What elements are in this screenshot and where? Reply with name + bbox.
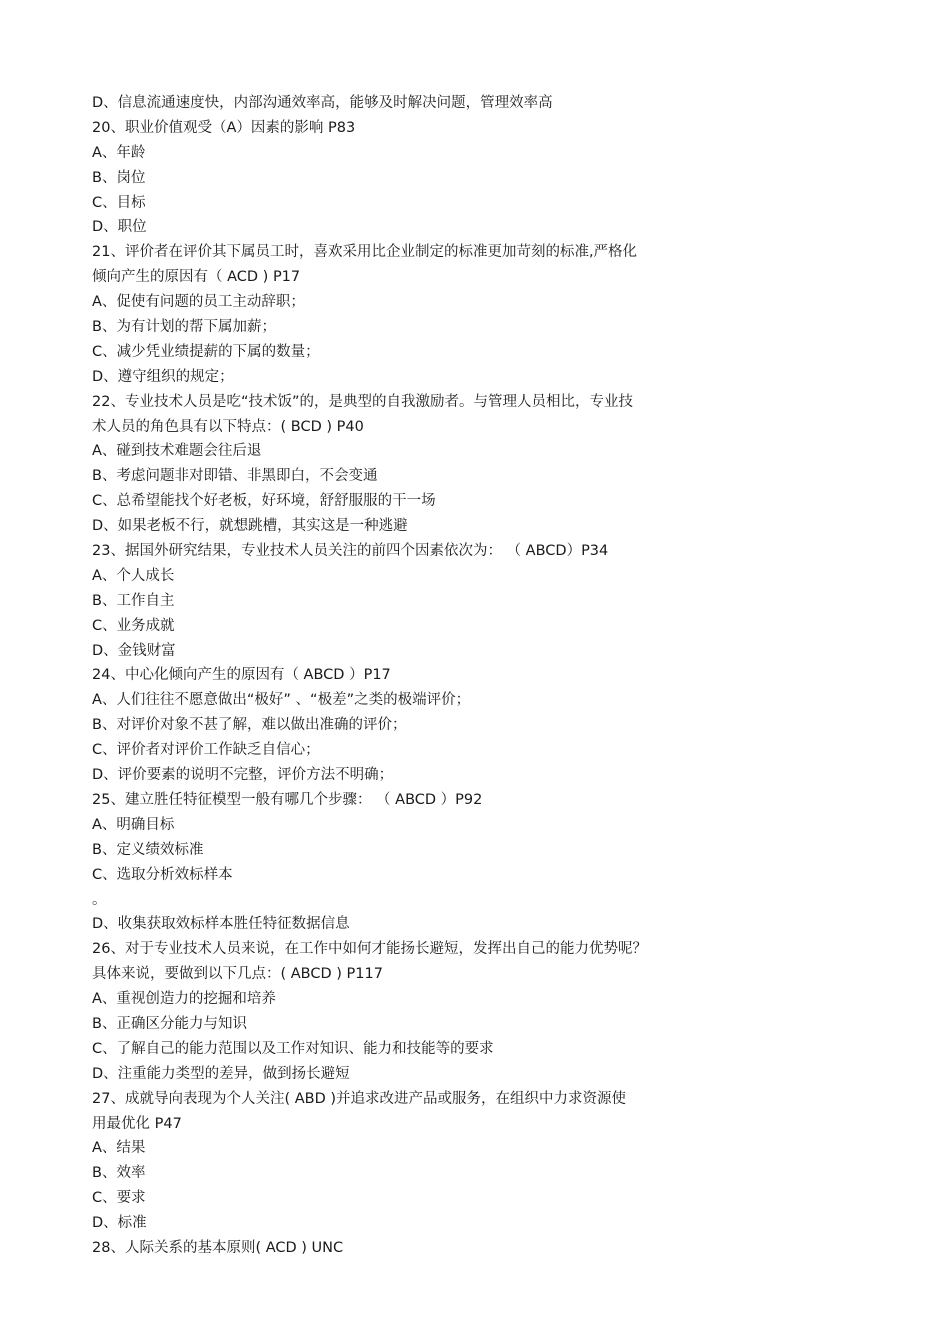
option-a: A、重视创造力的挖掘和培养 [92,991,276,1008]
option-c: C、评价者对评价工作缺乏自信心； [92,742,320,759]
text-line: D、信息流通速度快，内部沟通效率高，能够及时解决问题，管理效率高 [92,95,553,111]
stray-punctuation: 。 [92,891,107,908]
option-b: B、为有计划的帮下属加薪； [92,319,276,336]
option-d: D、标准 [92,1215,147,1232]
document-page [92,91,752,1261]
question-26: 26、对于专业技术人员来说，在工作中如何才能扬长避短，发挥出自己的能力优势呢？ [92,941,647,958]
option-d: D、收集获取效标样本胜任特征数据信息 [92,916,350,933]
question-23: 23、据国外研究结果，专业技术人员关注的前四个因素依次为： （ ABCD）P34 [92,543,609,560]
option-c: C、要求 [92,1190,146,1207]
question-21-cont: 倾向产生的原因有（ ACD ) P17 [92,269,301,286]
option-b: B、工作自主 [92,592,175,609]
question-26-cont: 具体来说，要做到以下几点：( ABCD ) P117 [92,966,383,983]
question-22-cont: 术人员的角色具有以下特点：( BCD ) P40 [92,418,364,435]
question-24: 24、中心化倾向产生的原因有（ ABCD ）P17 [92,667,391,684]
option-b: B、岗位 [92,169,146,186]
question-20: 20、职业价值观受（A）因素的影响 P83 [92,119,356,136]
option-a: A、年龄 [92,144,146,161]
option-b: B、定义绩效标准 [92,841,204,858]
option-c: C、目标 [92,194,146,211]
option-d: D、如果老板不行，就想跳槽，其实这是一种逃避 [92,518,408,535]
option-d: D、评价要素的说明不完整，评价方法不明确； [92,767,394,784]
option-a: A、人们往往不愿意做出“极好” 、“极差”之类的极端评价； [92,692,471,709]
option-d: D、遵守组织的规定； [92,368,234,385]
question-28: 28、人际关系的基本原则( ACD ) UNC [92,1239,344,1256]
option-c: C、减少凭业绩提薪的下属的数量； [92,343,320,360]
option-d: D、注重能力类型的差异，做到扬长避短 [92,1065,350,1082]
question-27-cont: 用最优化 P47 [92,1115,182,1132]
option-c: C、选取分析效标样本 [92,866,233,883]
option-b: B、对评价对象不甚了解，难以做出准确的评价； [92,717,407,734]
option-b: B、效率 [92,1165,146,1182]
option-c: C、了解自己的能力范围以及工作对知识、能力和技能等的要求 [92,1040,494,1057]
option-b: B、考虑问题非对即错、非黑即白，不会变通 [92,468,378,485]
option-a: A、促使有问题的员工主动辞职； [92,294,305,311]
question-21: 21、评价者在评价其下属员工时，喜欢采用比企业制定的标准更加苛刻的标准,严格化 [92,244,638,261]
option-c: C、总希望能找个好老板，好环境，舒舒服服的干一场 [92,493,436,510]
option-b: B、正确区分能力与知识 [92,1015,247,1032]
option-a: A、个人成长 [92,567,175,584]
option-a: A、明确目标 [92,816,175,833]
question-22: 22、专业技术人员是吃“技术饭”的，是典型的自我激励者。与管理人员相比，专业技 [92,393,633,410]
option-a: A、碰到技术难题会往后退 [92,443,262,460]
option-c: C、业务成就 [92,617,175,634]
question-25: 25、建立胜任特征模型一般有哪几个步骤： （ ABCD ）P92 [92,791,483,808]
option-d: D、金钱财富 [92,642,176,659]
option-a: A、结果 [92,1140,146,1157]
question-27: 27、成就导向表现为个人关注( ABD )并追求改进产品或服务，在组织中力求资源使 [92,1090,627,1107]
option-d: D、职位 [92,219,147,236]
